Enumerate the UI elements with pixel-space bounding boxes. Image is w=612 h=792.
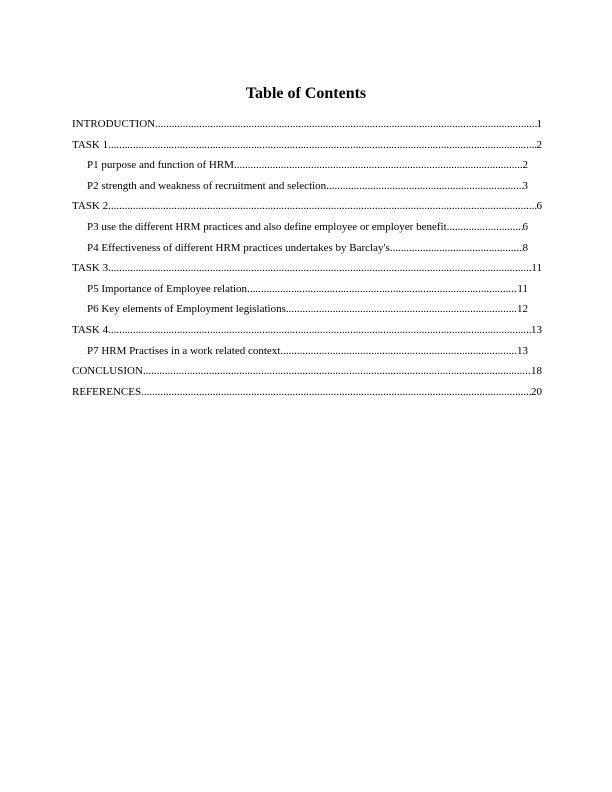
toc-entry-p2[interactable] (72, 179, 528, 200)
toc-page-number: 13 (517, 344, 528, 357)
toc-page-number: 1 (536, 118, 542, 130)
toc-dot-leader (108, 261, 531, 275)
toc-entry-label: P2 strength and weakness of recruitment and selection (87, 179, 327, 192)
toc-page-number: 11 (517, 282, 528, 295)
toc-dot-leader (247, 282, 517, 296)
toc-dot-leader (286, 302, 517, 316)
toc-entry-introduction[interactable] (72, 117, 542, 138)
toc-page-number: 20 (531, 385, 542, 398)
toc-page-number: 2 (522, 159, 528, 172)
toc-dot-leader (280, 344, 517, 358)
toc-entry-label: P4 Effectiveness of different HRM practices undertakes by Barclay's (87, 241, 390, 254)
toc-page-number: 13 (531, 323, 542, 336)
toc-entry-label: TASK 4 (72, 323, 109, 336)
toc-dot-leader (143, 364, 531, 378)
toc-dot-leader (155, 117, 536, 131)
toc-entry-label: P1 purpose and function of HRM (87, 159, 234, 172)
toc-entry-task-4[interactable] (72, 323, 542, 344)
toc-entry-p7[interactable] (72, 344, 528, 365)
toc-entry-label: CONCLUSION (72, 365, 143, 378)
toc-entry-task-2[interactable] (72, 199, 542, 220)
toc-page-number: 11 (531, 262, 542, 275)
toc-entry-task-3[interactable] (72, 261, 542, 282)
toc-entry-p4[interactable] (72, 241, 528, 262)
toc-page-number: 2 (536, 138, 542, 151)
toc-dot-leader (234, 158, 523, 172)
toc-entry-label: REFERENCES (72, 385, 142, 398)
toc-page-number: 18 (531, 365, 542, 378)
page-title: Table of Contents (245, 85, 367, 102)
toc-dot-leader (141, 385, 531, 399)
toc-dot-leader (108, 138, 536, 152)
table-of-contents (72, 117, 542, 405)
toc-entry-label: P3 use the different HRM practices and also define employee or employer benefit (87, 220, 447, 233)
toc-entry-label: TASK 1 (72, 138, 109, 151)
toc-dot-leader (326, 179, 522, 193)
toc-page-number: 3 (522, 179, 528, 192)
toc-page-number: 6 (522, 220, 528, 233)
toc-page-number: 12 (517, 303, 528, 316)
toc-dot-leader (108, 323, 531, 337)
toc-entry-conclusion[interactable] (72, 364, 542, 385)
toc-entry-references[interactable] (72, 385, 542, 406)
toc-entry-label: TASK 2 (72, 200, 109, 213)
toc-entry-label: INTRODUCTION (72, 118, 156, 130)
toc-dot-leader (390, 241, 523, 255)
toc-entry-label: P5 Importance of Employee relation (87, 282, 248, 295)
toc-dot-leader (108, 199, 536, 213)
toc-entry-p3[interactable] (72, 220, 528, 241)
toc-page-number: 8 (522, 241, 528, 254)
toc-entry-p6[interactable] (72, 302, 528, 323)
toc-entry-label: TASK 3 (72, 262, 109, 275)
toc-entry-p1[interactable] (72, 158, 528, 179)
toc-dot-leader (447, 220, 523, 234)
toc-entry-task-1[interactable] (72, 138, 542, 159)
toc-entry-label: P6 Key elements of Employment legislations (87, 303, 286, 316)
toc-entry-label: P7 HRM Practises in a work related context (87, 344, 281, 357)
toc-entry-p5[interactable] (72, 282, 528, 303)
toc-page-number: 6 (536, 200, 542, 213)
